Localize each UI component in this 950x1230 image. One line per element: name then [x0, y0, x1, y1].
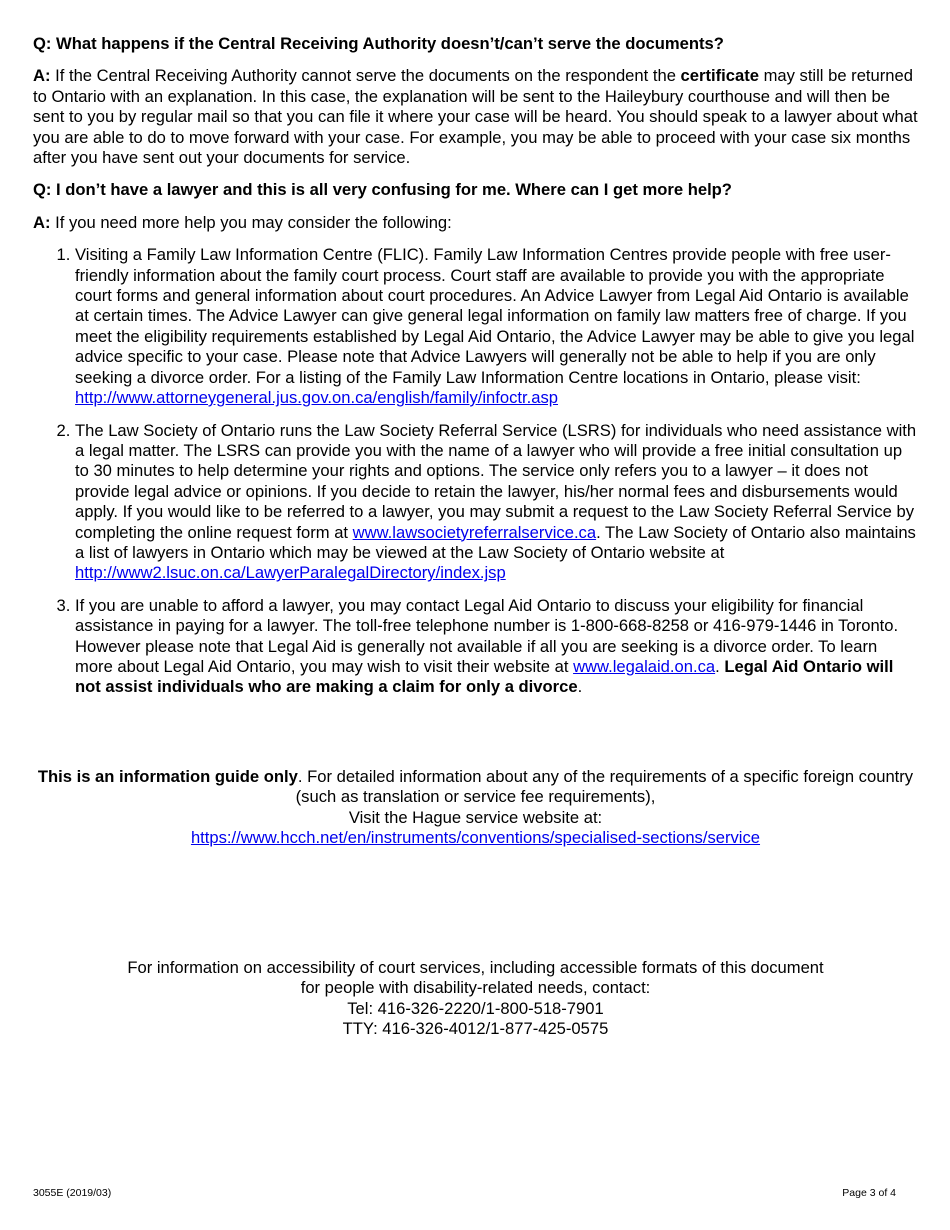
info-bold: This is an information guide only [37, 767, 298, 786]
info-text: . For detailed information about any of the requirements of a specific foreign country (such as translation or service fee requirements), [295, 767, 914, 807]
accessibility-line-2: for people with disability-related needs, contact: [300, 978, 651, 998]
help-option-flic [75, 245, 918, 408]
question-more-help: Q: I don’t have a lawyer and this is all very confusing for me. Where can I get more help? [33, 180, 732, 200]
list-item-text: . [715, 656, 725, 676]
lsrs-link[interactable]: www.lawsocietyreferralservice.ca [352, 522, 597, 542]
list-item-text: Visiting a Family Law Information Centre (FLIC). Family Law Information Centres provide people with free user-friendly information about the family court process. Court staff are available to provide you with the appropriate court forms and general information about court procedures. An Advice Lawyer from Legal Aid Ontario is available at certain times. The Advice Lawyer can give general legal information on family law matters free of charge. If you meet the eligibility requirements established by Legal Aid Ontario, the Advice Lawyer may be able to give you legal advice specific to your case. Please note that Advice Lawyers will generally not be able to help if you are only seeking a divorce order. For a listing of the Family Law Information Centre locations in Ontario, please visit: [75, 245, 915, 387]
list-item-text: If you are unable to afford a lawyer, you may contact Legal Aid Ontario to discuss your eligibility for financial assistance in paying for a lawyer. The toll-free telephone number is 1-800-668-8258 or 416-979-1446 in Toronto. However please note that Legal Aid is generally not available if all you are seeking is a divorce order. To learn more about Legal Aid Ontario, you may wish to visit their website at [75, 595, 899, 676]
help-options-list [33, 245, 918, 698]
answer-label: A: [33, 66, 51, 86]
help-option-lsrs [75, 421, 918, 584]
question-crа-service: Q: What happens if the Central Receiving Authority doesn’t/can’t serve the documents? [33, 34, 724, 53]
information-guide-note [33, 767, 918, 849]
accessibility-tel: Tel: 416-326-2220/1-800-518-7901 [347, 998, 604, 1018]
legal-aid-warning: Legal Aid Ontario will not assist individuals who are making a claim for only a divorce [75, 656, 894, 697]
page-number: Page 3 of 4 [842, 1187, 896, 1199]
flic-link[interactable]: http://www.attorneygeneral.jus.gov.on.ca/english/family/infoctr.asp [75, 388, 559, 408]
answer-text: If the Central Receiving Authority cannot serve the documents on the respondent the [50, 66, 681, 86]
accessibility-line-1: For information on accessibility of court services, including accessible formats of this document [127, 958, 824, 977]
list-item-text: . [577, 677, 583, 697]
list-item-text: . The Law Society of Ontario also maintains a list of lawyers in Ontario which may be viewed at the Law Society of Ontario website at [75, 522, 916, 562]
help-option-legal-aid [75, 596, 918, 698]
info-visit-line: Visit the Hague service website at: [348, 807, 603, 827]
legal-aid-link[interactable]: www.legalaid.on.ca [573, 656, 716, 676]
list-item-text: The Law Society of Ontario runs the Law Society Referral Service (LSRS) for individuals who need assistance with a legal matter. The LSRS can provide you with the name of a lawyer who will provide a free initial consultation up to 30 minutes to help determine your rights and options. The service only refers you to a lawyer – it does not provide legal advice or opinions. If you decide to retain the lawyer, his/her normal fees and disbursements would apply. If you would like to be referred to a lawyer, you may submit a request to the Law Society Referral Service by completing the online request form at [75, 420, 917, 542]
info-link-line [33, 828, 918, 848]
form-number: 3055E (2019/03) [33, 1187, 112, 1199]
answer-more-help [33, 213, 918, 233]
answer-label: A: [33, 212, 51, 232]
info-line [33, 767, 918, 808]
answer-cra-service [33, 66, 918, 168]
answer-bold-certificate: certificate [680, 66, 759, 86]
page-content [33, 34, 918, 710]
answer-text: If you need more help you may consider the following: [50, 212, 452, 232]
answer-text-cont: may still be returned to Ontario with an explanation. In this case, the explanation will be sent to the Haileybury courthouse and will then be sent to you by regular mail so that you can file it where your case will be heard. You should speak to a lawyer about what you are able to do to move forward with your case. For example, you may be able to proceed with your case six months after you have sent out your documents for service. [33, 66, 918, 168]
lawyer-directory-link[interactable]: http://www2.lsuc.on.ca/LawyerParalegalDirectory/index.jsp [75, 563, 506, 583]
hague-service-link[interactable]: https://www.hcch.net/en/instruments/conventions/specialised-sections/service [190, 828, 761, 848]
accessibility-tty: TTY: 416-326-4012/1-877-425-0575 [342, 1019, 609, 1039]
accessibility-contact [33, 958, 918, 1040]
